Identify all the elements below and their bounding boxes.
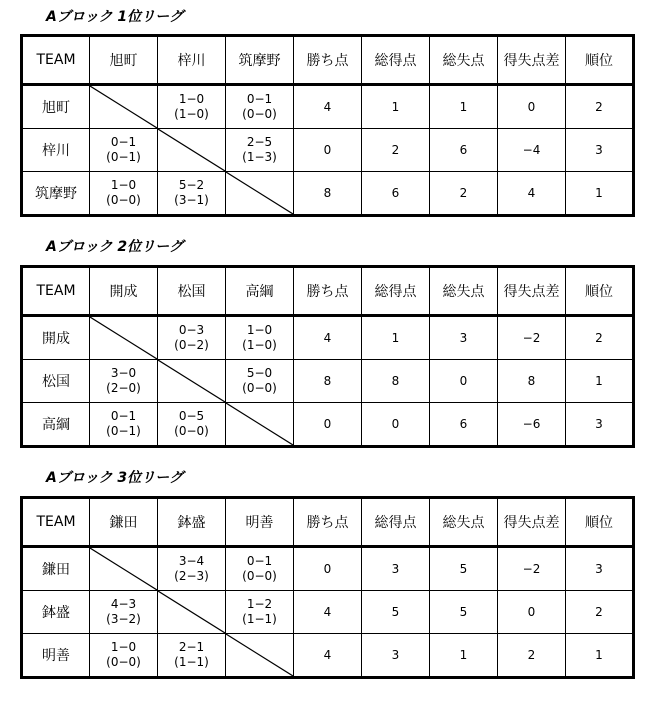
points-value: 4 xyxy=(294,85,362,129)
table-row xyxy=(22,172,634,216)
points-value: 0 xyxy=(294,403,362,447)
goal-diff-value: −2 xyxy=(498,316,566,360)
rank-value: 1 xyxy=(566,360,634,403)
header-opponent-3: 筑摩野 xyxy=(226,36,294,85)
rank-value: 3 xyxy=(566,129,634,172)
table-row xyxy=(22,634,634,678)
table-row xyxy=(22,591,634,634)
block-1-title: Aブロック 1位リーグ xyxy=(46,9,184,25)
goal-diff-value: 2 xyxy=(498,634,566,678)
goals-for-value: 2 xyxy=(362,129,430,172)
goals-against-value: 5 xyxy=(430,591,498,634)
header-team: TEAM xyxy=(22,36,90,85)
match-result: 5−2 (3−1) xyxy=(158,172,226,216)
match-result: 0−1 (0−0) xyxy=(226,547,294,591)
goals-against-value: 6 xyxy=(430,129,498,172)
goals-against-value: 2 xyxy=(430,172,498,216)
goals-against-value: 0 xyxy=(430,360,498,403)
points-value: 4 xyxy=(294,591,362,634)
header-points: 勝ち点 xyxy=(294,267,362,316)
team-name: 旭町 xyxy=(22,85,90,129)
header-rank: 順位 xyxy=(566,36,634,85)
header-opponent-2: 鉢盛 xyxy=(158,498,226,547)
match-result: 1−2 (1−1) xyxy=(226,591,294,634)
self-match-cell xyxy=(226,403,294,447)
match-result: 1−0 (0−0) xyxy=(90,634,158,678)
header-opponent-1: 鎌田 xyxy=(90,498,158,547)
goal-diff-value: −4 xyxy=(498,129,566,172)
self-match-cell xyxy=(90,547,158,591)
header-row xyxy=(22,498,634,547)
goal-diff-value: 0 xyxy=(498,591,566,634)
rank-value: 1 xyxy=(566,634,634,678)
block-2-title: Aブロック 2位リーグ xyxy=(46,239,184,255)
block-3-title: Aブロック 3位リーグ xyxy=(46,470,184,486)
self-match-cell xyxy=(158,591,226,634)
self-match-cell xyxy=(158,360,226,403)
rank-value: 2 xyxy=(566,591,634,634)
match-result: 1−0 (1−0) xyxy=(158,85,226,129)
header-rank: 順位 xyxy=(566,498,634,547)
rank-value: 3 xyxy=(566,403,634,447)
goal-diff-value: −2 xyxy=(498,547,566,591)
header-points: 勝ち点 xyxy=(294,498,362,547)
header-opponent-3: 高綱 xyxy=(226,267,294,316)
rank-value: 3 xyxy=(566,547,634,591)
match-result: 0−1 (0−1) xyxy=(90,403,158,447)
header-row xyxy=(22,267,634,316)
team-name: 高綱 xyxy=(22,403,90,447)
match-result: 0−1 (0−1) xyxy=(90,129,158,172)
header-opponent-1: 開成 xyxy=(90,267,158,316)
goals-for-value: 3 xyxy=(362,634,430,678)
rank-value: 2 xyxy=(566,316,634,360)
table-row xyxy=(22,85,634,129)
league-table-3 xyxy=(20,496,635,679)
match-result: 4−3 (3−2) xyxy=(90,591,158,634)
header-goals-against: 総失点 xyxy=(430,36,498,85)
goals-for-value: 1 xyxy=(362,316,430,360)
team-name: 鉢盛 xyxy=(22,591,90,634)
goals-for-value: 3 xyxy=(362,547,430,591)
table-row xyxy=(22,316,634,360)
header-opponent-2: 梓川 xyxy=(158,36,226,85)
goals-against-value: 6 xyxy=(430,403,498,447)
header-goals-for: 総得点 xyxy=(362,36,430,85)
header-team: TEAM xyxy=(22,267,90,316)
match-result: 0−3 (0−2) xyxy=(158,316,226,360)
header-goals-for: 総得点 xyxy=(362,267,430,316)
header-goals-against: 総失点 xyxy=(430,498,498,547)
goals-for-value: 1 xyxy=(362,85,430,129)
header-goal-diff: 得失点差 xyxy=(498,498,566,547)
goal-diff-value: 8 xyxy=(498,360,566,403)
team-name: 開成 xyxy=(22,316,90,360)
team-name: 松国 xyxy=(22,360,90,403)
match-result: 3−0 (2−0) xyxy=(90,360,158,403)
goals-for-value: 8 xyxy=(362,360,430,403)
team-name: 筑摩野 xyxy=(22,172,90,216)
header-opponent-2: 松国 xyxy=(158,267,226,316)
table-row xyxy=(22,360,634,403)
header-goal-diff: 得失点差 xyxy=(498,36,566,85)
goal-diff-value: −6 xyxy=(498,403,566,447)
rank-value: 1 xyxy=(566,172,634,216)
league-table-2 xyxy=(20,265,635,448)
points-value: 8 xyxy=(294,172,362,216)
goal-diff-value: 4 xyxy=(498,172,566,216)
match-result: 1−0 (1−0) xyxy=(226,316,294,360)
points-value: 0 xyxy=(294,547,362,591)
self-match-cell xyxy=(158,129,226,172)
table-row xyxy=(22,403,634,447)
team-name: 梓川 xyxy=(22,129,90,172)
self-match-cell xyxy=(90,85,158,129)
league-table-1 xyxy=(20,34,635,217)
header-opponent-3: 明善 xyxy=(226,498,294,547)
self-match-cell xyxy=(226,634,294,678)
points-value: 8 xyxy=(294,360,362,403)
goals-for-value: 6 xyxy=(362,172,430,216)
goals-against-value: 5 xyxy=(430,547,498,591)
match-result: 1−0 (0−0) xyxy=(90,172,158,216)
match-result: 2−5 (1−3) xyxy=(226,129,294,172)
match-result: 5−0 (0−0) xyxy=(226,360,294,403)
table-row xyxy=(22,547,634,591)
match-result: 2−1 (1−1) xyxy=(158,634,226,678)
team-name: 明善 xyxy=(22,634,90,678)
goal-diff-value: 0 xyxy=(498,85,566,129)
goals-against-value: 1 xyxy=(430,634,498,678)
goals-against-value: 3 xyxy=(430,316,498,360)
header-goals-against: 総失点 xyxy=(430,267,498,316)
self-match-cell xyxy=(226,172,294,216)
goals-against-value: 1 xyxy=(430,85,498,129)
goals-for-value: 0 xyxy=(362,403,430,447)
header-rank: 順位 xyxy=(566,267,634,316)
header-row xyxy=(22,36,634,85)
header-goals-for: 総得点 xyxy=(362,498,430,547)
team-name: 鎌田 xyxy=(22,547,90,591)
points-value: 4 xyxy=(294,316,362,360)
header-goal-diff: 得失点差 xyxy=(498,267,566,316)
goals-for-value: 5 xyxy=(362,591,430,634)
match-result: 0−1 (0−0) xyxy=(226,85,294,129)
points-value: 4 xyxy=(294,634,362,678)
match-result: 3−4 (2−3) xyxy=(158,547,226,591)
rank-value: 2 xyxy=(566,85,634,129)
table-row xyxy=(22,129,634,172)
header-points: 勝ち点 xyxy=(294,36,362,85)
match-result: 0−5 (0−0) xyxy=(158,403,226,447)
self-match-cell xyxy=(90,316,158,360)
header-opponent-1: 旭町 xyxy=(90,36,158,85)
header-team: TEAM xyxy=(22,498,90,547)
points-value: 0 xyxy=(294,129,362,172)
